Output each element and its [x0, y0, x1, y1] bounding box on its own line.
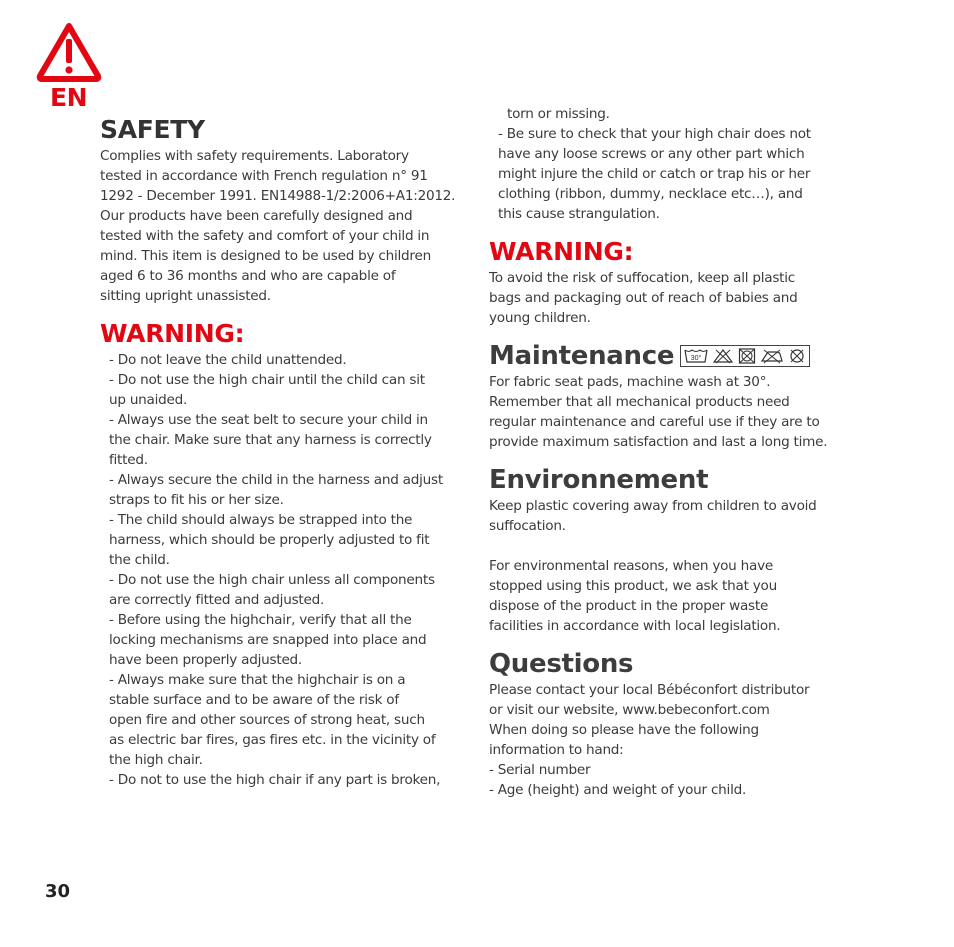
page-number: 30 — [45, 881, 71, 902]
text-line: To avoid the risk of suffocation, keep all plastic — [489, 270, 795, 286]
list-item: - Always use the seat belt to secure your child in the chair. Make sure that any harness is correctly fitted. — [109, 412, 432, 468]
text-line: stopped using this product, we ask that you — [489, 578, 777, 594]
left-column — [100, 114, 460, 790]
text-line: facilities in accordance with local legislation. — [489, 618, 781, 634]
list-item: - Before using the highchair, verify that all the locking mechanisms are snapped into place and have been properly adjusted. — [109, 612, 427, 668]
environment-heading: Environnement — [489, 465, 709, 495]
text-line: or visit our website, www.bebeconfort.com — [489, 702, 770, 718]
no-dry-clean-icon — [788, 348, 806, 364]
no-tumble-dry-icon — [738, 348, 756, 364]
text-line: 1292 - December 1991. EN14988-1/2:2006+A1:2012. — [100, 188, 456, 204]
text-line: tested with the safety and comfort of your child in — [100, 228, 430, 244]
environment-text — [489, 496, 849, 636]
warning-heading-2: WARNING: — [489, 237, 634, 266]
warning-2-text — [489, 268, 849, 328]
wash-30-icon — [684, 348, 708, 364]
text-line: - Serial number — [489, 762, 591, 778]
safety-text — [100, 146, 460, 306]
text-line: young children. — [489, 310, 591, 326]
warning-heading: WARNING: — [100, 319, 245, 348]
text-line: Our products have been carefully designed and — [100, 208, 413, 224]
text-line: Complies with safety requirements. Laboratory — [100, 148, 409, 164]
list-item: - Do not leave the child unattended. — [109, 352, 347, 368]
text-line: dispose of the product in the proper waste — [489, 598, 769, 614]
text-line: Remember that all mechanical products need — [489, 394, 790, 410]
text-line: For environmental reasons, when you have — [489, 558, 773, 574]
text-line: provide maximum satisfaction and last a long time. — [489, 434, 828, 450]
list-item: - Always secure the child in the harness and adjust straps to fit his or her size. — [109, 472, 443, 508]
no-bleach-icon — [712, 348, 734, 364]
text-line: suffocation. — [489, 518, 566, 534]
text-line: sitting upright unassisted. — [100, 288, 271, 304]
text-line: - Age (height) and weight of your child. — [489, 782, 747, 798]
list-item: - Do not use the high chair until the child can sit up unaided. — [109, 372, 425, 408]
text-line: tested in accordance with French regulation n° 91 — [100, 168, 428, 184]
language-code: EN — [50, 83, 88, 112]
questions-heading: Questions — [489, 649, 634, 679]
warning-list — [100, 350, 460, 790]
maintenance-heading: Maintenance — [489, 341, 675, 371]
list-item: - Do not to use the high chair if any part is broken, — [109, 772, 441, 788]
maintenance-heading-row — [489, 340, 849, 372]
text-line: bags and packaging out of reach of babies and — [489, 290, 798, 306]
text-line: information to hand: — [489, 742, 624, 758]
text-line: Keep plastic covering away from children to avoid — [489, 498, 817, 514]
text-line: Please contact your local Bébéconfort distributor — [489, 682, 810, 698]
no-iron-icon — [760, 348, 784, 364]
svg-text:30°: 30° — [690, 355, 702, 362]
questions-text — [489, 680, 849, 800]
text-line: For fabric seat pads, machine wash at 30°. — [489, 374, 771, 390]
list-item: - Be sure to check that your high chair does not have any loose screws or any other part which might injure the child or catch or trap his or her clothing (ribbon, dummy, necklace etc…), and this cause strangulation. — [498, 126, 811, 222]
care-symbols — [680, 345, 810, 367]
text-line: When doing so please have the following — [489, 722, 759, 738]
list-item: - Always make sure that the highchair is on a stable surface and to be aware of the risk of open fire and other sources of strong heat, such as electric bar fires, gas fires etc. in the vicinity of the high chair. — [109, 672, 436, 768]
list-item: - Do not use the high chair unless all components are correctly fitted and adjusted. — [109, 572, 435, 608]
text-line: regular maintenance and careful use if they are to — [489, 414, 820, 430]
text-line: aged 6 to 36 months and who are capable of — [100, 268, 396, 284]
list-item: - The child should always be strapped into the harness, which should be properly adjusted to fit the child. — [109, 512, 430, 568]
maintenance-text — [489, 372, 849, 452]
safety-heading: SAFETY — [100, 115, 205, 144]
list-item-continuation: torn or missing. — [507, 106, 610, 122]
warning-triangle-icon — [36, 22, 102, 82]
right-column — [489, 104, 849, 800]
text-line: mind. This item is designed to be used by children — [100, 248, 431, 264]
